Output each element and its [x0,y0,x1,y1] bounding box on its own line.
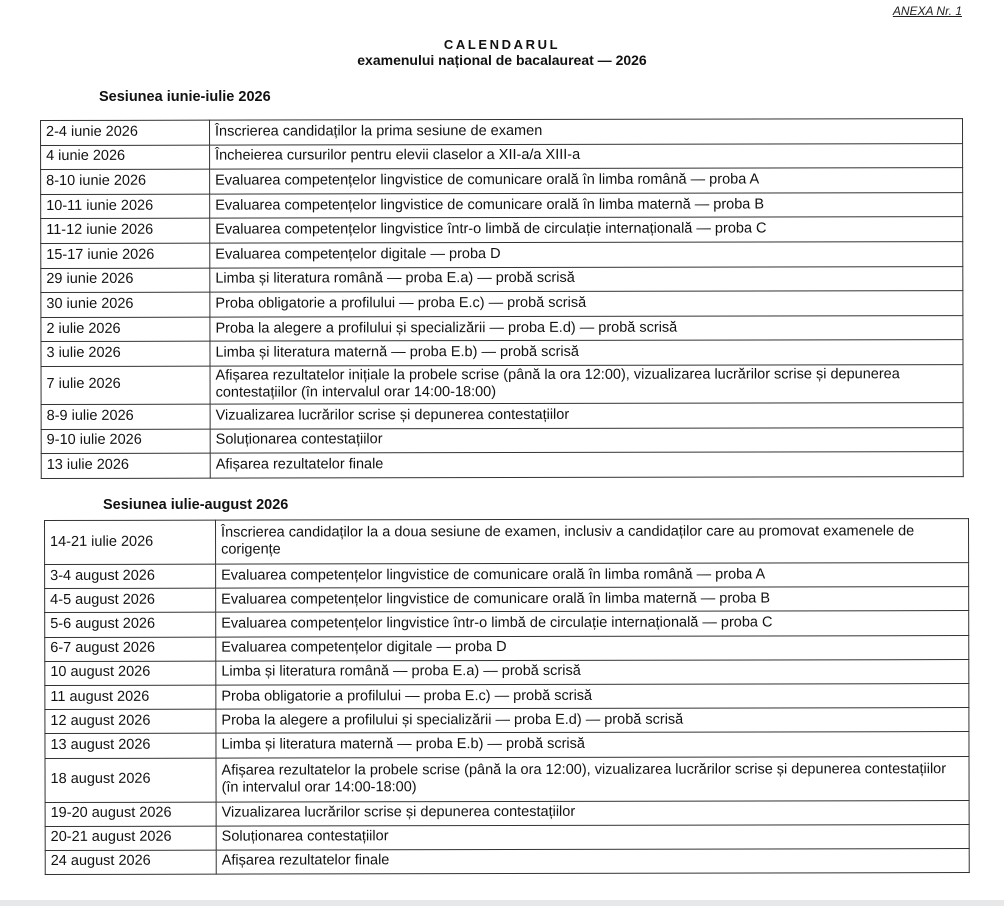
document-title: CALENDARUL [443,37,561,52]
row-event: Soluționarea contestațiilor [216,824,969,850]
row-event: Limba și literatura română — proba E.a) — probă scrisă [210,266,963,292]
row-date: 8-10 iunie 2026 [41,169,210,194]
table-row [45,800,969,826]
table-row [45,611,969,637]
row-date: 19-20 august 2026 [45,802,216,827]
table-row [41,119,963,146]
row-date: 11 august 2026 [45,685,216,710]
table-row [45,824,969,850]
table-row [45,563,969,589]
row-event: Limba și literatura maternă — proba E.b) — probă scrisă [210,340,963,366]
table-row [41,192,963,219]
row-date: 3 iulie 2026 [41,341,210,366]
table-row [45,635,969,661]
row-date: 2-4 iunie 2026 [41,120,210,145]
row-date: 12 august 2026 [45,709,216,734]
row-event: Vizualizarea lucrărilor scrise și depunerea contestațiilor [210,403,963,429]
row-date: 20-21 august 2026 [45,826,216,851]
table-row [41,452,963,479]
row-event: Proba la alegere a profilului și specializării — proba E.d) — probă scrisă [216,708,969,734]
row-date: 15-17 iunie 2026 [41,243,210,268]
row-date: 29 iunie 2026 [41,268,210,293]
session-1-table [40,118,964,479]
row-event: Limba și literatura maternă — proba E.b) — probă scrisă [216,732,969,758]
table-row [45,684,969,710]
row-event: Vizualizarea lucrărilor scrise și depunerea contestațiilor [216,800,969,826]
row-date: 6-7 august 2026 [45,637,216,662]
row-date: 3-4 august 2026 [45,564,216,589]
row-event: Evaluarea competențelor lingvistice de comunicare orală în limba maternă — proba B [216,587,969,613]
annex-label: ANEXA Nr. 1 [892,4,962,18]
row-event: Evaluarea competențelor lingvistice într-o limbă de circulație internațională — proba C [216,611,969,637]
table-row [41,315,963,342]
row-event: Evaluarea competențelor lingvistice de comunicare orală în limba română — proba A [216,563,969,589]
table-row [45,519,969,565]
table-row [45,659,969,685]
row-date: 11-12 iunie 2026 [41,219,210,244]
row-date: 4-5 august 2026 [45,588,216,613]
row-event: Afișarea rezultatelor finale [210,452,963,478]
session-2-table [44,518,970,875]
row-event: Afișarea rezultatelor finale [216,848,969,874]
row-date: 18 august 2026 [45,758,216,802]
row-event: Soluționarea contestațiilor [210,427,963,453]
row-event: Proba la alegere a profilului și specializării — proba E.d) — probă scrisă [210,315,963,341]
row-event: Înscrierea candidaților la a doua sesiune de examen, inclusiv a candidaților care au promovat examenele de corigențe [216,519,969,565]
row-event: Evaluarea competențelor digitale — proba D [210,242,963,268]
row-event: Evaluarea competențelor lingvistice de comunicare orală în limba maternă — proba B [210,192,963,218]
table-row [41,365,963,405]
row-event: Proba obligatorie a profilului — proba E.c) — probă scrisă [210,291,963,317]
document-header [0,37,1004,69]
row-event: Evaluarea competențelor digitale — proba D [216,635,969,661]
session-2-title: Sesiunea iulie-august 2026 [103,497,289,513]
table-row [41,340,963,367]
table-row [41,291,963,318]
table-row [45,848,969,874]
table-row [41,427,963,454]
table-row [45,708,969,734]
table-row [41,403,963,430]
row-event: Afișarea rezultatelor inițiale la probele scrise (până la ora 12:00), vizualizarea lucrărilor scrise și depunerea contestațiilor (în intervalul orar 14:00-18:00) [210,365,963,405]
scan-bottom-strip [0,900,1004,906]
table-row [41,168,963,195]
row-date: 14-21 iulie 2026 [45,520,216,564]
row-event: Evaluarea competențelor lingvistice într-o limbă de circulație internațională — proba C [210,217,963,243]
row-date: 10 august 2026 [45,661,216,686]
row-date: 10-11 iunie 2026 [41,194,210,219]
row-date: 9-10 iulie 2026 [41,429,210,454]
row-date: 30 iunie 2026 [41,292,210,317]
row-event: Proba obligatorie a profilului — proba E.c) — probă scrisă [216,684,969,710]
row-event: Limba și literatura română — proba E.a) — probă scrisă [216,659,969,685]
document-subtitle: examenului național de bacalaureat — 2026 [357,52,647,68]
row-event: Evaluarea competențelor lingvistice de comunicare orală în limba română — proba A [210,168,963,194]
row-date: 4 iunie 2026 [41,145,210,170]
row-date: 7 iulie 2026 [41,366,210,404]
session-1-title: Sesiunea iunie-iulie 2026 [99,89,271,105]
row-date: 2 iulie 2026 [41,317,210,342]
table-row [41,242,963,269]
table-row [41,217,963,244]
row-event: Încheierea cursurilor pentru elevii claselor a XII-a/a XIII-a [210,143,963,169]
table-row [45,587,969,613]
row-event: Afișarea rezultatelor la probele scrise (până la ora 12:00), vizualizarea lucrărilor scrise și depunerea contestațiilor (în intervalul orar 14:00-18:00) [216,756,969,802]
row-date: 13 august 2026 [45,733,216,758]
row-date: 13 iulie 2026 [41,453,210,478]
row-date: 5-6 august 2026 [45,613,216,638]
row-event: Înscrierea candidaților la prima sesiune de examen [210,119,963,145]
row-date: 8-9 iulie 2026 [41,404,210,429]
row-date: 24 august 2026 [45,850,216,875]
table-row [41,266,963,293]
table-row [45,756,969,802]
table-row [41,143,963,170]
table-row [45,732,969,758]
